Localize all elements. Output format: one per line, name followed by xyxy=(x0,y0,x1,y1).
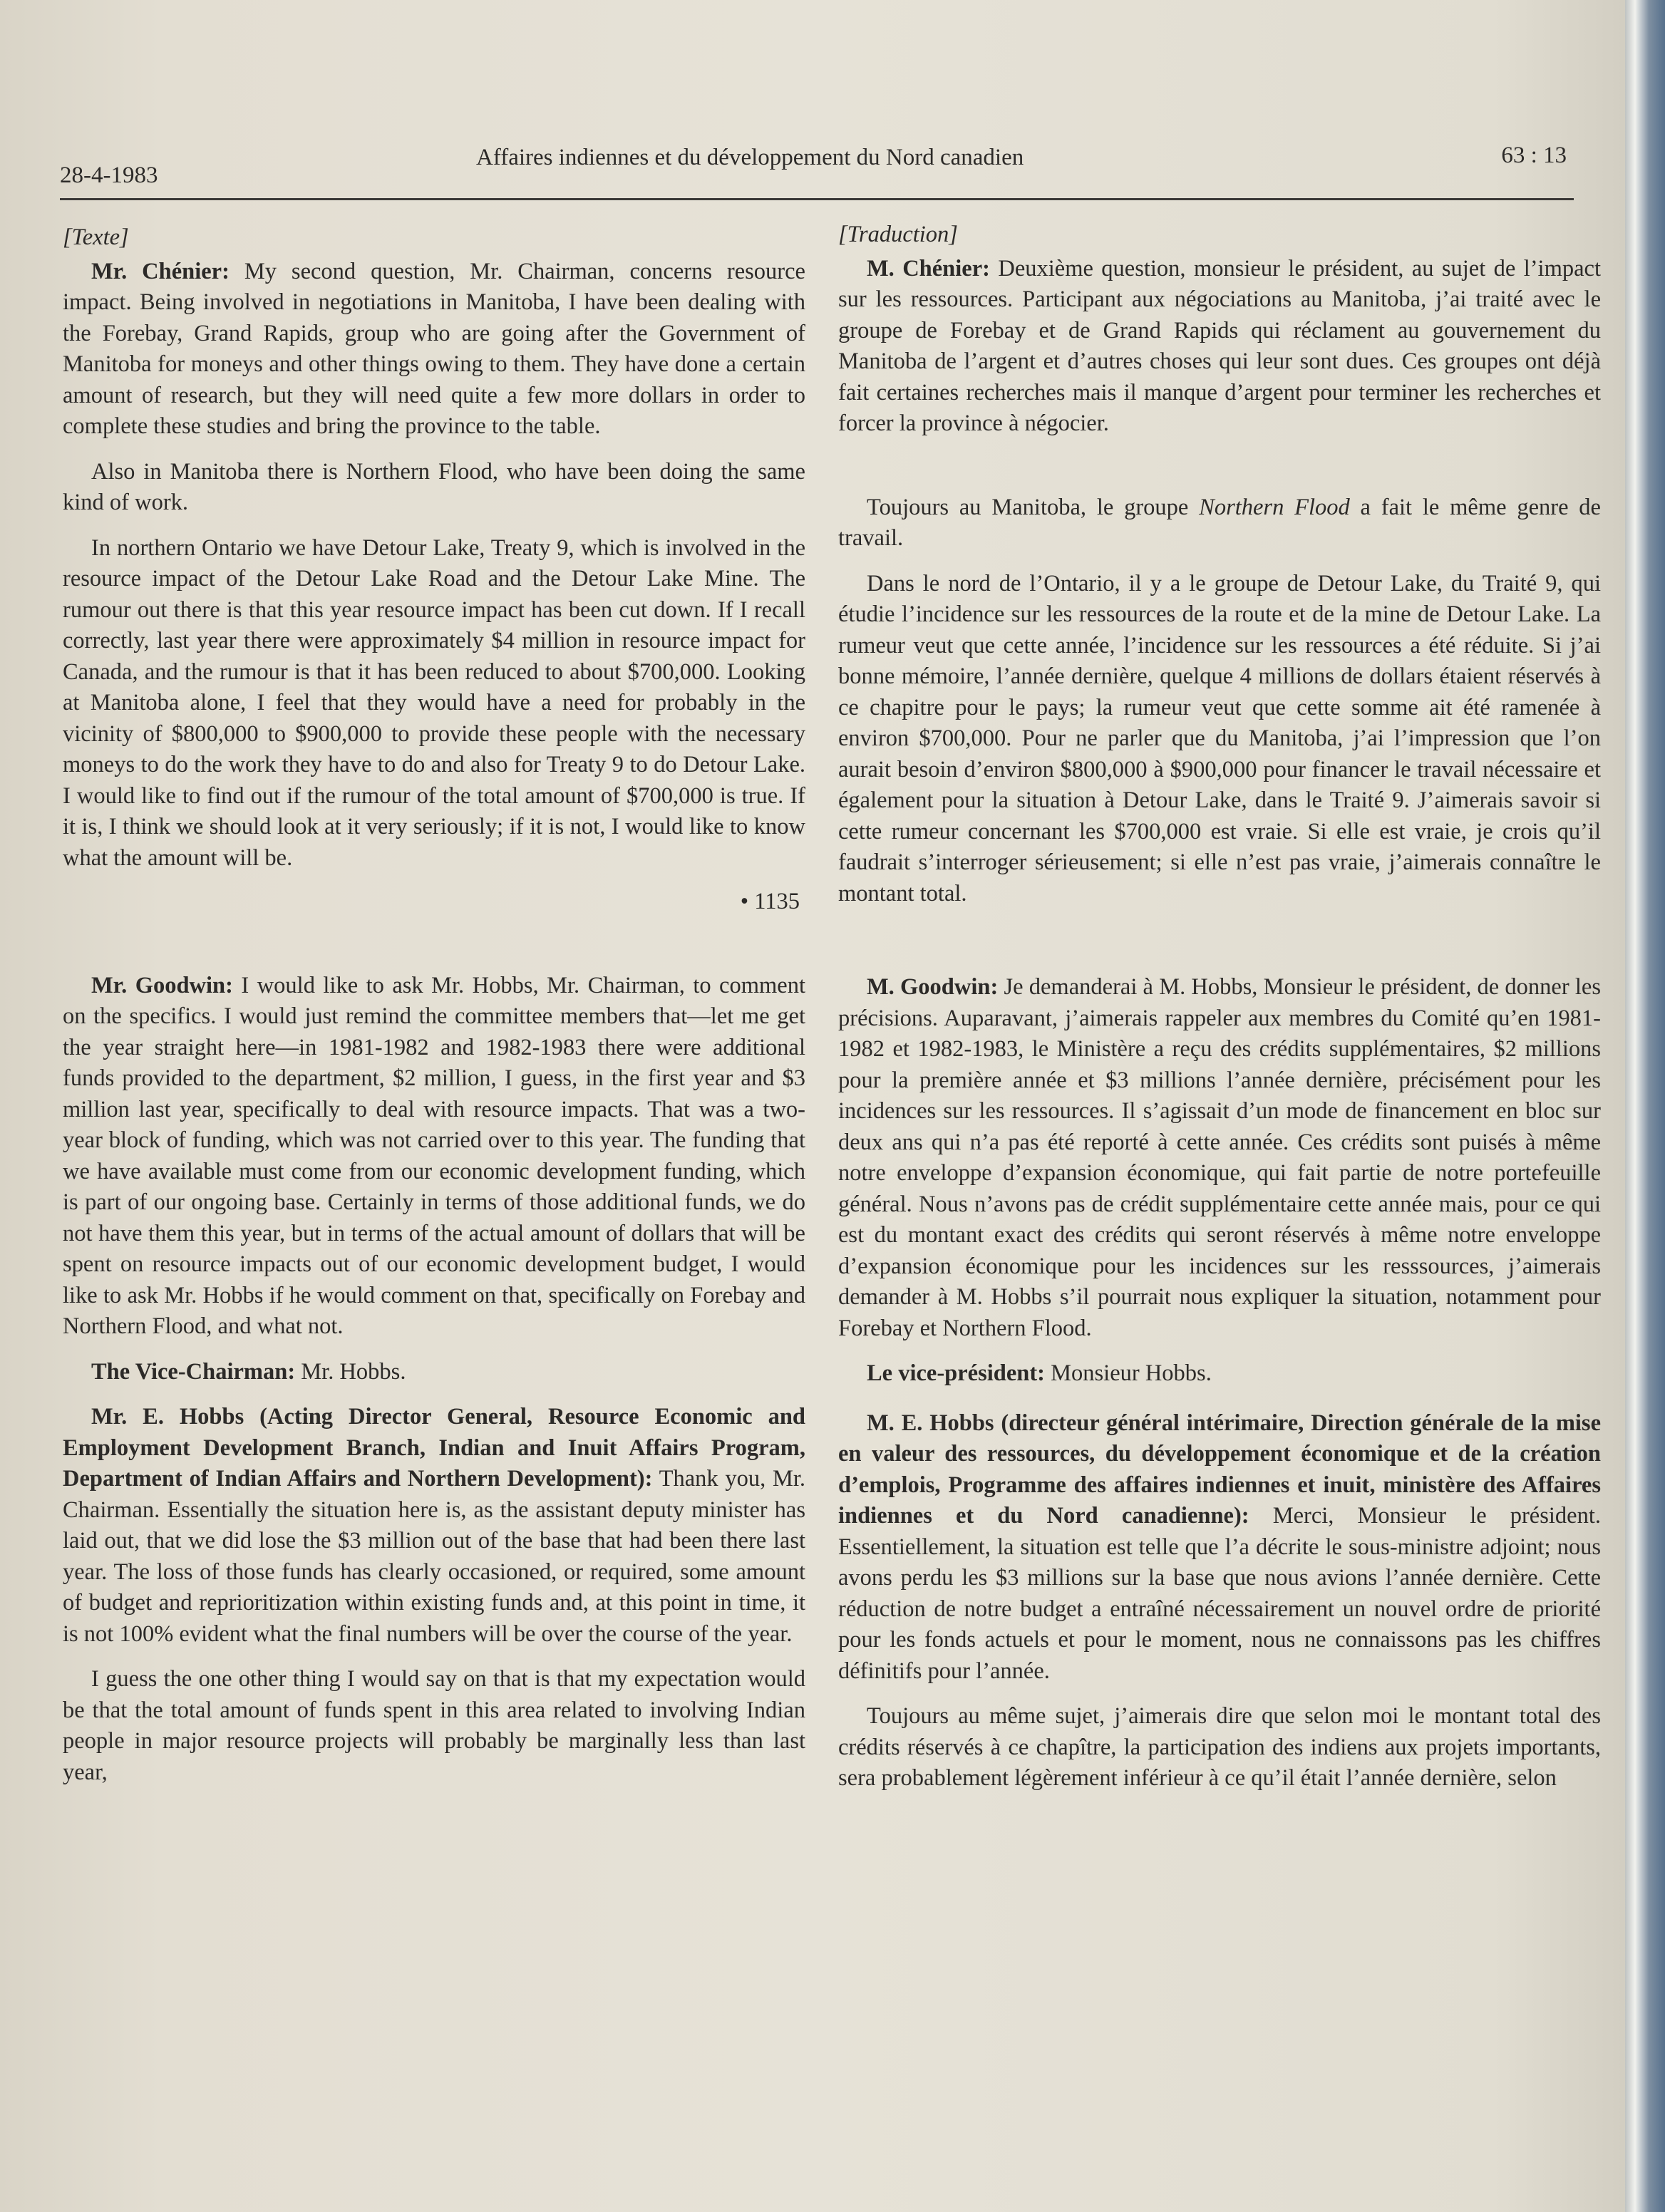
speaker-name: Mr. Chénier: xyxy=(91,258,230,284)
paragraph-northern-flood-en: Also in Manitoba there is Northern Flood, who have been doing the same kind of work. xyxy=(63,458,805,515)
paragraph-text: Thank you, Mr. Chairman. Essentially the situation here is, as the assistant deputy minister has laid out, that we did lose the $3 million out of the base that had been there last year. The loss of those funds has clearly occasioned, or required, some amount of budget and reprioritization within existing funds and, at this point in time, it is not 100% evident what the final numbers will be over the course of the year. xyxy=(63,1466,805,1647)
header-title: Affaires indiennes et du développement du Nord canadien xyxy=(476,145,1024,170)
speaker-name: Le vice-président: xyxy=(867,1360,1046,1386)
paragraph-goodwin-en xyxy=(63,971,805,1343)
paragraph-text: a fait le même genre de travail. xyxy=(838,494,1601,551)
paragraph-goodwin-fr xyxy=(838,972,1601,1344)
paragraph-vice-chairman-en xyxy=(63,1357,805,1388)
paragraph-text: Deuxième question, monsieur le président, au sujet de l’impact sur les ressources. Participant aux négociations au Manitoba, j’ai traité avec le groupe de Forebay et de Grand Rapids qui réclament au gouvernement du Manitoba de l’argent et d’autres choses qui leur sont dues. Ces groupes ont déjà fait certaines recherches mais il manque d’argent pour terminer les recherches et forcer la province à négocier. xyxy=(838,255,1601,436)
paragraph-text: Merci, Monsieur le président. Essentiellement, la situation est telle que l’a décrite le sous-ministre adjoint; nous avons perdu les $3 millions sur la base que nous avions l’année dernière. Cette réduction de notre budget a entraîné nécessairement un nouvel ordre de priorité pour les fonds actuels et pour le moment, nous ne connaissons pas les chiffres définitifs pour l’année. xyxy=(838,1503,1601,1684)
english-column xyxy=(63,222,805,1788)
speaker-name: Mr. E. Hobbs (Acting Director General, Resource Economic and Employment Development Branch, Indian and Inuit Affairs Program, Department of Indian Affairs and Northern Development): xyxy=(63,1404,805,1492)
paragraph-chenier-en xyxy=(63,257,805,443)
speaker-name: Mr. Goodwin: xyxy=(91,972,233,998)
paragraph-text: Je demanderai à M. Hobbs, Monsieur le président, de donner les précisions. Auparavant, j’aimerais rappeler aux membres du Comité qu’en 1981-1982 et 1982-1983, le Ministère a reçu des crédits supplémentaires, $2 millions pour la première année et $3 millions l’année dernière, précisément pour les incidences sur les ressources. Il s’agissait d’un mode de financement en bloc sur deux ans qui n’a pas été reporté à cette année. Ces crédits sont puisés à même notre enveloppe d’expansion économique, qui fait partie de notre portefeuille général. Nous n’avons pas de crédit supplémentaire cette année mais, pour ce qui est du montant exact des crédits qui seront réservés à même notre enveloppe d’expansion économique pour les incidences sur les resssources, j’aimerais demander à M. Hobbs s’il pourrait nous expliquer la situation, notamment pour Forebay et Northern Flood. xyxy=(838,974,1601,1341)
paragraph-text: Toujours au Manitoba, le groupe xyxy=(867,494,1200,520)
paragraph-hobbs-en xyxy=(63,1402,805,1650)
header-page-number: 63 : 13 xyxy=(1501,143,1567,168)
speaker-name: M. Chénier: xyxy=(867,255,990,281)
paragraph-detour-lake-en: In northern Ontario we have Detour Lake, Treaty 9, which is involved in the resource impact of the Detour Lake Road and the Detour Lake Mine. The rumour out there is that this year resource impact has been cut down. If I recall correctly, last year there were approximately $4 million in resource impact for Canada, and the rumour is that it has been reduced to about $700,000. Looking at Manitoba alone, I feel that they would have a need for probably in the vicinity of $800,000 to $900,000 to provide these people with the necessary moneys to do the work they have to do and also for Treaty 9 to do Detour Lake. I would like to find out if the rumour of the total amount of $700,000 is true. If it is, I think we should look at it very seriously; if it is not, I would like to know what the amount will be. xyxy=(63,534,805,871)
language-tag-french: [Traduction] xyxy=(838,222,958,247)
running-header xyxy=(60,141,1574,200)
group-name: Northern Flood xyxy=(1199,494,1350,520)
paragraph-text: Monsieur Hobbs. xyxy=(1045,1360,1212,1386)
speaker-name: M. Goodwin: xyxy=(867,974,999,1000)
paragraph-detour-lake-fr: Dans le nord de l’Ontario, il y a le groupe de Detour Lake, du Traité 9, qui étudie l’incidence sur les ressources de la route et de la mine de Detour Lake. La rumeur veut que cette année, l’incidence sur les ressources a été réduite. Si j’ai bonne mémoire, l’année dernière, quelque 4 millions de dollars étaient réservés à ce chapitre pour le pays; la rumeur veut que cette somme ait été ramenée à environ $700,000. Pour ne parler que du Manitoba, j’ai l’impression que l’on aurait besoin d’environ $800,000 à $900,000 pour financer le travail nécessaire et également pour la situation à Detour Lake, dans le Traité 9. J’aimerais savoir si cette rumeur concernant les $700,000 est vraie. Si elle est vraie, je crois qu’il faudrait s’interroger sérieusement; si elle n’est pas vraie, j’aimerais connaître le montant total. xyxy=(838,570,1601,906)
book-binding-edge xyxy=(1625,0,1665,2212)
paragraph-text: I would like to ask Mr. Hobbs, Mr. Chairman, to comment on the specifics. I would just remind the committee members that—let me get the year straight here—in 1981-1982 and 1982-1983 there were additional funds provided to the department, $2 million, I guess, in the first year and $3 million last year, specifically to deal with resource impacts. That was a two-year block of funding, which was not carried over to this year. The funding that we have available must come from our economic development funding, which is part of our ongoing base. Certainly in terms of those additional funds, we do not have them this year, but in terms of the actual amount of dollars that will be spent on resource impacts out of our economic development budget, I would like to ask Mr. Hobbs if he would comment on that, specifically on Forebay and Northern Flood, and what not. xyxy=(63,972,805,1339)
header-date: 28-4-1983 xyxy=(60,162,158,188)
time-marker: • 1135 xyxy=(740,889,800,914)
language-tag-english: [Texte] xyxy=(63,224,129,250)
paragraph-hobbs-continued-en: I guess the one other thing I would say on that is that my expectation would be that the total amount of funds spent in this area related to involving Indian people in major resource projects will probably be marginally less than last year, xyxy=(63,1666,805,1785)
paragraph-text: My second question, Mr. Chairman, concerns resource impact. Being involved in negotiations in Manitoba, I have been dealing with the Forebay, Grand Rapids, group who are going after the Government of Manitoba for moneys and other things owing to them. They have done a certain amount of research, but they will need quite a few more dollars in order to complete these studies and bring the province to the table. xyxy=(63,258,805,439)
speaker-name: The Vice-Chairman: xyxy=(91,1358,296,1385)
speaker-name: M. E. Hobbs (directeur général intérimaire, Direction générale de la mise en valeur des ressources, du développement économique et de la création d’emplois, Programme des affaires indiennes et inuit, ministère des Affaires indiennes et du Nord canadienne): xyxy=(838,1410,1601,1529)
paragraph-northern-flood-fr xyxy=(838,492,1601,554)
paragraph-hobbs-continued-fr: Toujours au même sujet, j’aimerais dire que selon moi le montant total des crédits réservés à ce chapître, la participation des indiens aux projets importants, sera probablement légèrement inférieur à ce qu’il était l’année dernière, selon xyxy=(838,1703,1601,1791)
paragraph-text: Mr. Hobbs. xyxy=(295,1358,406,1385)
paragraph-vice-president-fr xyxy=(838,1358,1601,1390)
paragraph-hobbs-fr xyxy=(838,1408,1601,1688)
french-column xyxy=(838,219,1601,1794)
paragraph-chenier-fr xyxy=(838,254,1601,440)
